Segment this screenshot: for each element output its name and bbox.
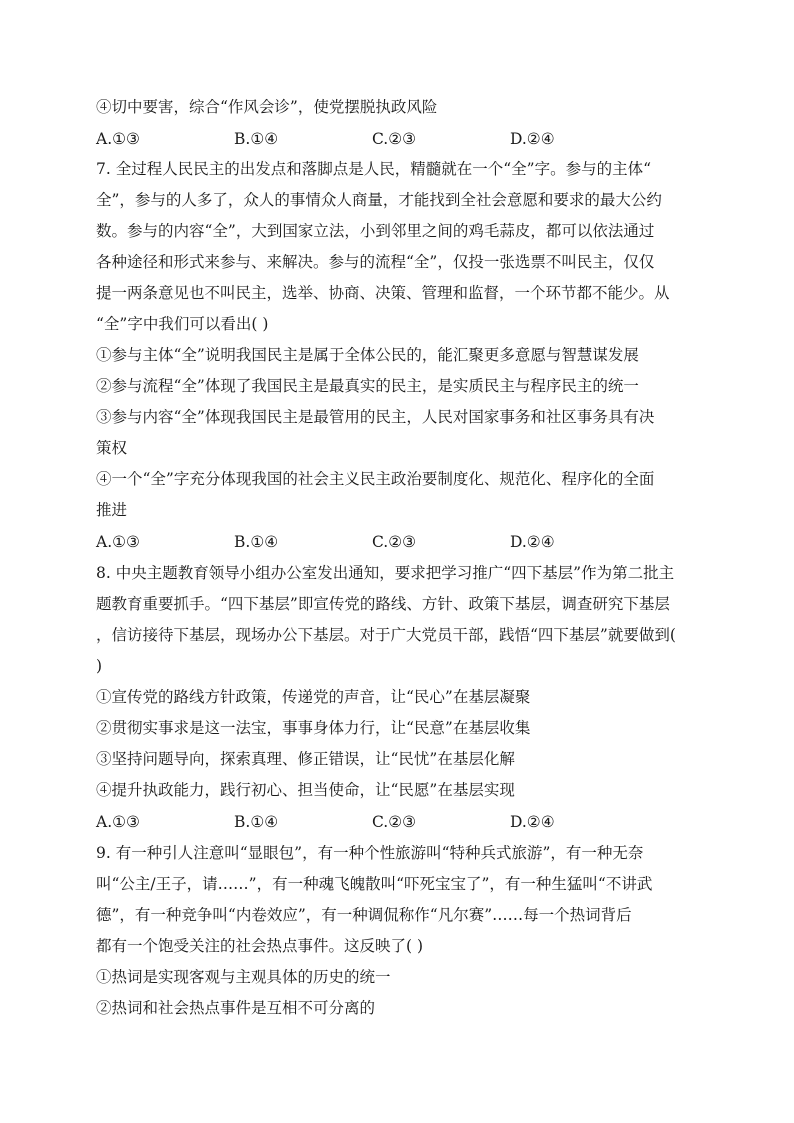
- q6-option-a: A.①③: [96, 130, 140, 148]
- q7-item-3: ③参与内容“全”体现我国民主是最管用的民主，人民对国家事务和社区事务具有决: [96, 408, 655, 426]
- q7-option-a: A.①③: [96, 533, 140, 551]
- q6-option-d: D.②④: [510, 130, 555, 148]
- q9-stem-line-2: 叫“公主/王子，请……”，有一种魂飞魄散叫“吓死宝宝了”，有一种生猛叫“不讲武: [96, 875, 653, 893]
- q8-stem-line-3: ，信访接待下基层，现场办公下基层。对于广大党员干部，践悟“四下基层”就要做到(: [96, 626, 676, 644]
- q7-options: [96, 532, 706, 552]
- q6-option-c: C.②③: [372, 130, 417, 148]
- q7-item-4: ④一个“全”字充分体现我国的社会主义民主政治要制度化、规范化、程序化的全面: [96, 470, 655, 488]
- q7-item-1: ①参与主体“全”说明我国民主是属于全体公民的，能汇聚更多意愿与智慧谋发展: [96, 346, 639, 364]
- q7-stem-line-2: 全”，参与的人多了，众人的事情众人商量，才能找到全社会意愿和要求的最大公约: [96, 191, 662, 209]
- q9-item-1: ①热词是实现客观与主观具体的历史的统一: [96, 968, 391, 986]
- q7-stem-line-1: 7. 全过程人民民主的出发点和落脚点是人民，精髓就在一个“全”字。参与的主体“: [96, 160, 651, 178]
- q8-stem-line-1: 8. 中央主题教育领导小组办公室发出通知，要求把学习推广“四下基层”作为第二批主: [96, 564, 675, 582]
- q7-item-2: ②参与流程“全”体现了我国民主是最真实的民主，是实质民主与程序民主的统一: [96, 377, 639, 395]
- q6-item-4: ④切中要害，综合“作风会诊”，使党摆脱执政风险: [96, 98, 438, 116]
- q9-stem-line-4: 都有一个饱受关注的社会热点事件。这反映了( ): [96, 937, 424, 955]
- q7-option-c: C.②③: [372, 533, 417, 551]
- q6-options: [96, 129, 706, 149]
- q7-item-3-cont: 策权: [96, 439, 128, 457]
- q9-stem-line-1: 9. 有一种引人注意叫“显眼包”，有一种个性旅游叫“特种兵式旅游”，有一种无奈: [96, 844, 644, 862]
- q7-stem-line-3: 数。参与的内容“全”，大到国家立法，小到邻里之间的鸡毛蒜皮，都可以依法通过: [96, 222, 655, 240]
- q8-item-3: ③坚持问题导向，探索真理、修正错误，让“民忧”在基层化解: [96, 750, 515, 768]
- q8-option-c: C.②③: [372, 813, 417, 831]
- q6-option-b: B.①④: [234, 130, 279, 148]
- q9-item-2: ②热词和社会热点事件是互相不可分离的: [96, 999, 376, 1017]
- q8-option-b: B.①④: [234, 813, 279, 831]
- q9-stem-line-3: 德”，有一种竞争叫“内卷效应”，有一种调侃称作“凡尔赛”……每一个热词背后: [96, 906, 632, 924]
- q8-item-4: ④提升执政能力，践行初心、担当使命，让“民愿”在基层实现: [96, 781, 515, 799]
- q8-item-1: ①宣传党的路线方针政策，传递党的声音，让“民心”在基层凝聚: [96, 688, 531, 706]
- q7-stem-line-5: 提一两条意见也不叫民主，选举、协商、决策、管理和监督，一个环节都不能少。从: [96, 284, 670, 302]
- q8-option-d: D.②④: [510, 813, 555, 831]
- q7-item-4-cont: 推进: [96, 501, 128, 519]
- q8-stem-line-2: 题教育重要抓手。“四下基层”即宣传党的路线、方针、政策下基层，调查研究下基层: [96, 595, 670, 613]
- q8-option-a: A.①③: [96, 813, 140, 831]
- q8-options: [96, 812, 706, 832]
- q8-item-2: ②贯彻实事求是这一法宝，事事身体力行，让“民意”在基层收集: [96, 719, 531, 737]
- q7-option-b: B.①④: [234, 533, 279, 551]
- q7-stem-line-4: 各种途径和形式来参与、来解决。参与的流程“全”，仅投一张选票不叫民主，仅仅: [96, 253, 655, 271]
- q7-option-d: D.②④: [510, 533, 555, 551]
- q7-stem-line-6: “全”字中我们可以看出( ): [96, 315, 269, 333]
- q8-stem-line-4: ): [96, 657, 103, 675]
